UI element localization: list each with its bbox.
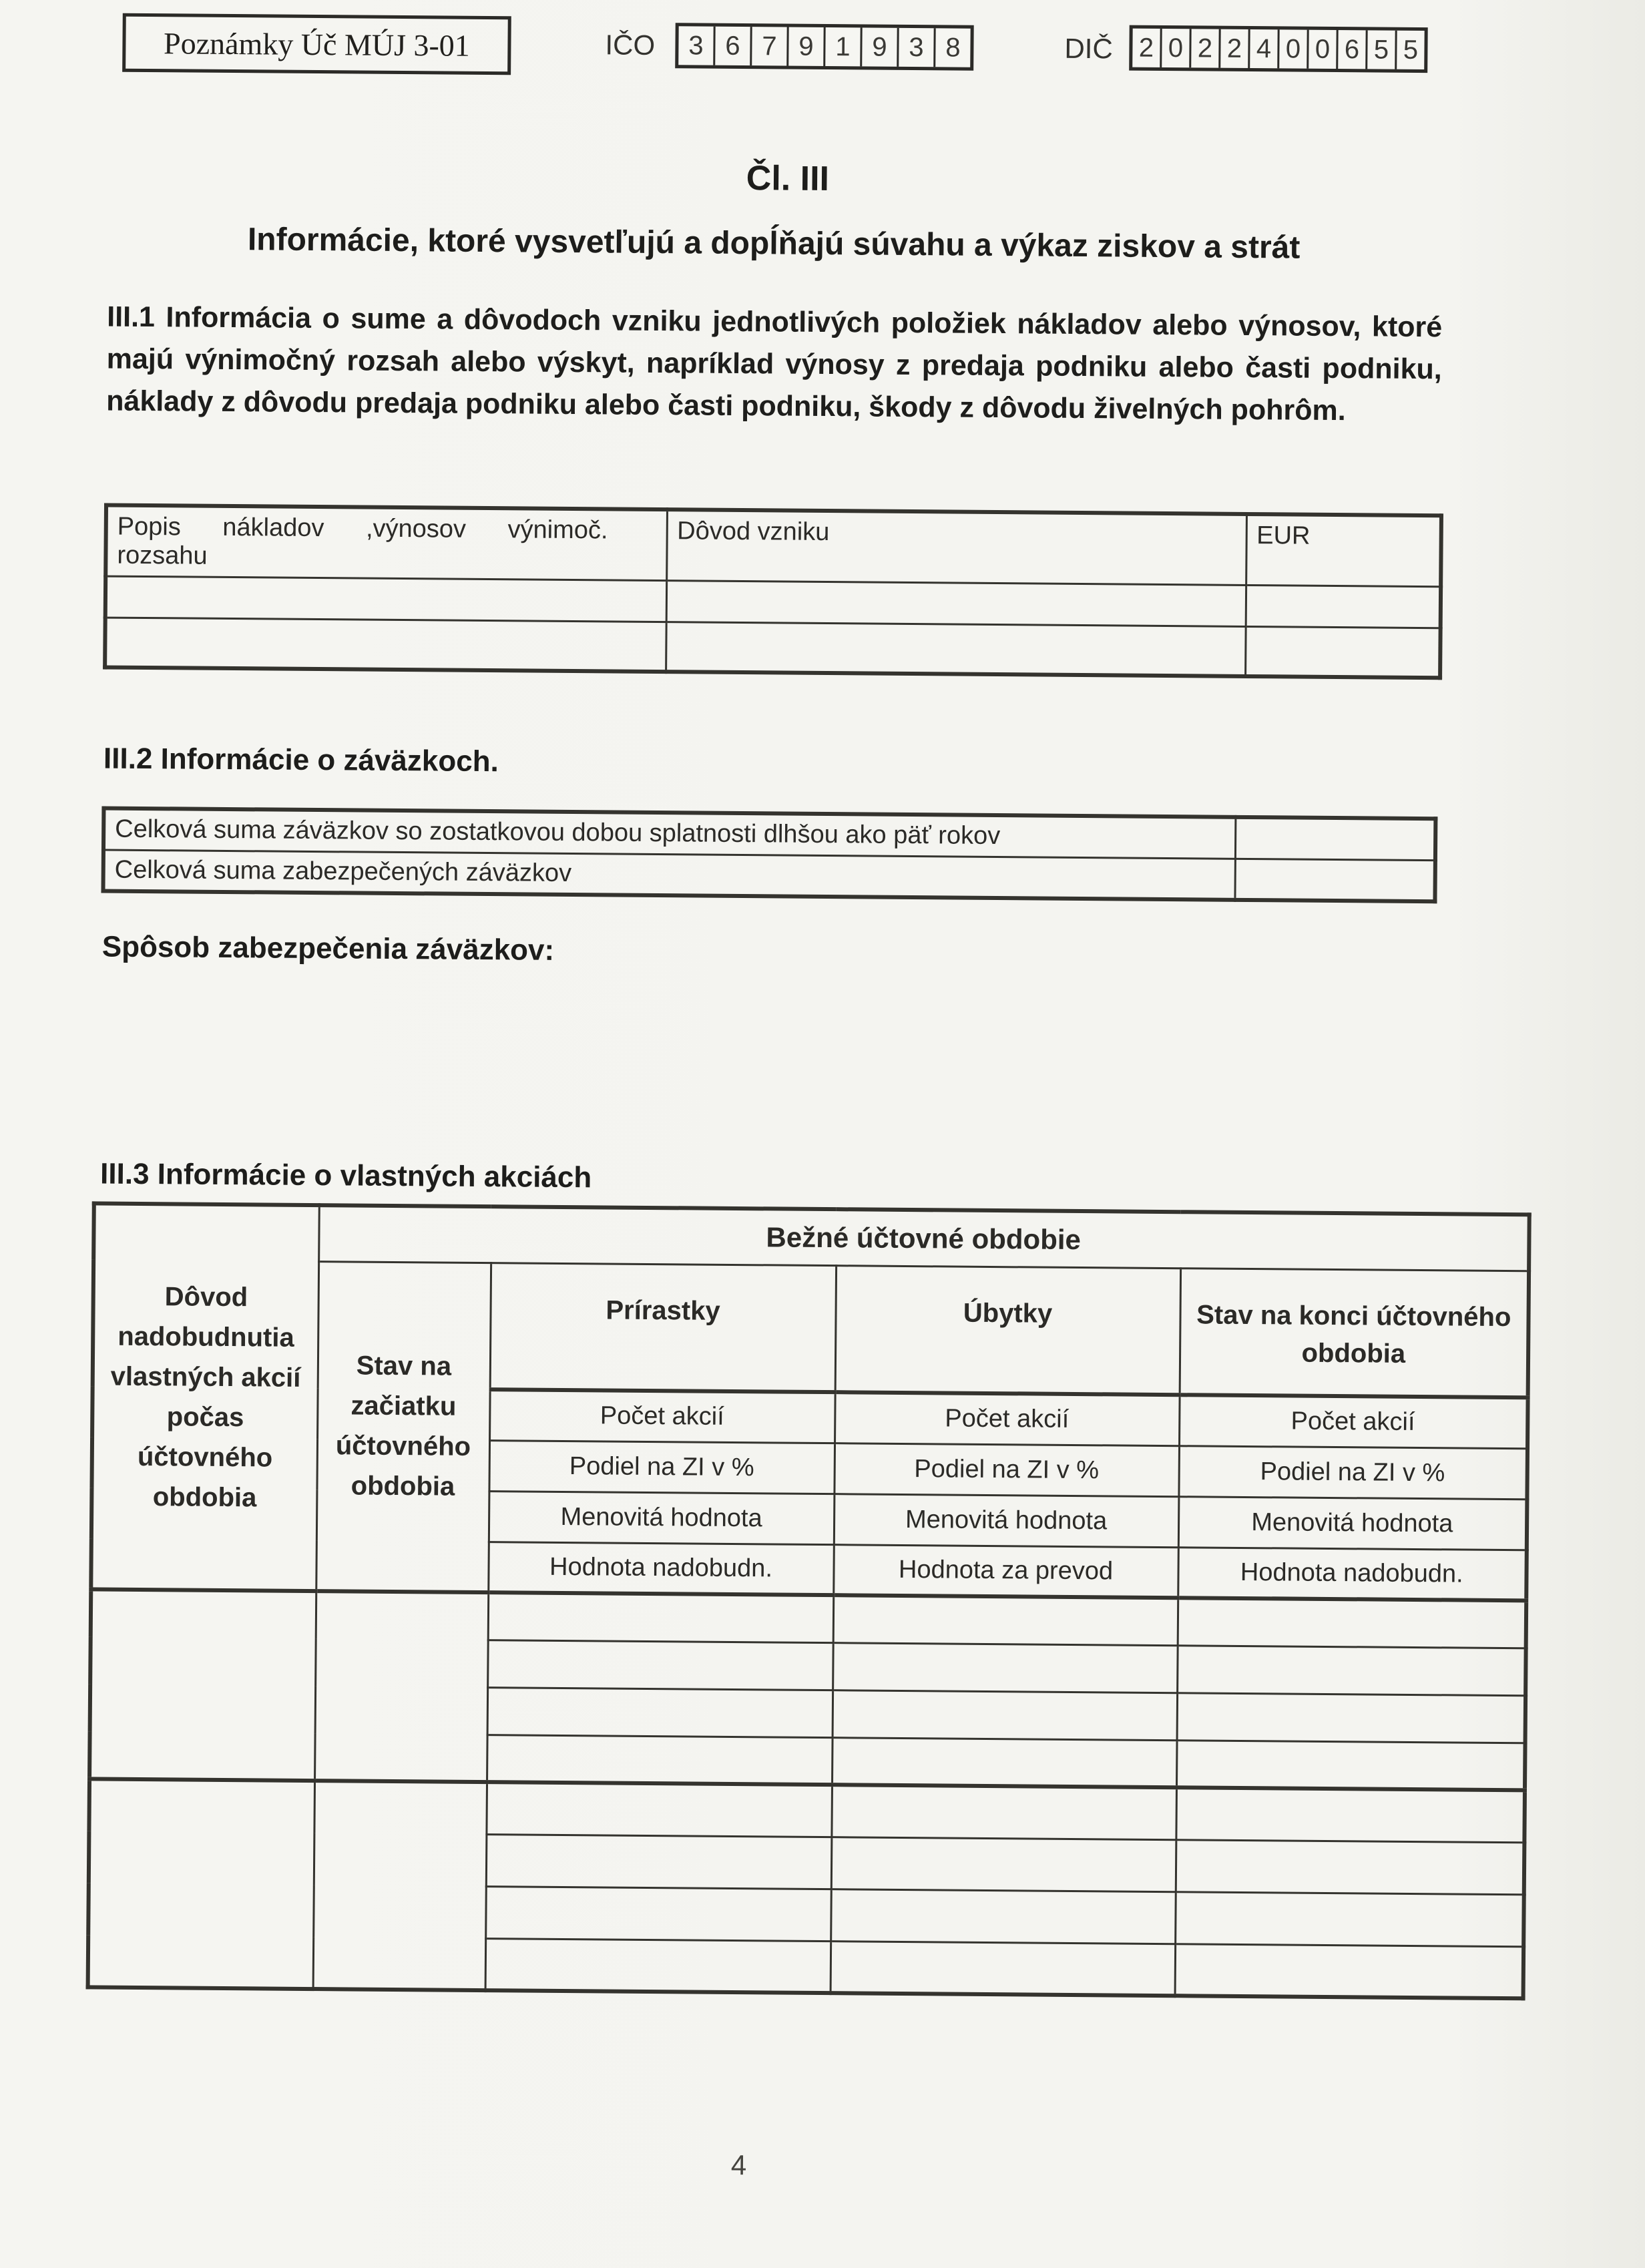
own-shares-empty-cell [485,1886,831,1941]
ico-digit-cell: 6 [713,27,750,65]
costs-empty-cell [1245,626,1441,677]
dic-digit-cell: 5 [1365,30,1395,69]
ico-digit-cell: 8 [933,28,970,67]
own-shares-empty-cell [1175,1944,1524,1998]
ico-digit-cell: 3 [688,30,704,61]
security-method-label: Spôsob zabezpečenia záväzkov: [101,930,555,967]
dic-digit-cell: 0 [1277,29,1307,68]
article-subtitle: Informácie, ktoré vysvetľujú a dopĺňajú súvahu a výkaz ziskov a strát [247,222,1301,266]
own-shares-subheader: Hodnota nadobudn. [1178,1547,1527,1600]
dic-digit-cell: 2 [1138,33,1154,63]
dic-digit-cell: 0 [1307,30,1336,69]
costs-table-header-popis-text: Popis nákladov ,výnosov výnimoč. rozsahu [117,512,608,570]
own-shares-header-prirastky: Prírastky [490,1263,836,1392]
own-shares-subheader: Podiel na ZI v % [489,1440,835,1494]
own-shares-empty-cell [1177,1692,1526,1743]
own-shares-empty-cell [1176,1740,1525,1790]
own-shares-header-stav-na-konci: Stav na konci účtovného obdobia [1180,1268,1529,1397]
own-shares-empty-cell [1176,1839,1525,1894]
costs-table-header-eur: EUR [1246,514,1441,587]
own-shares-empty-cell [487,1687,833,1737]
own-shares-empty-cell [833,1642,1178,1692]
ico-digit-cell: 7 [750,27,786,65]
own-shares-subheader: Počet akcií [1179,1395,1528,1448]
own-shares-empty-cell [831,1785,1176,1839]
section-3-1-paragraph: III.1 Informácia o sume a dôvodoch vzniku jednotlivých položiek nákladov alebo výnosov, ktoré majú výnimočný rozsah alebo výskyt, napríklad výnosy z predaja podniku alebo časti podniku, náklady z dôvodu predaja podniku alebo časti podniku, škody z dôvodu živelných pohrôm. [106,300,1443,427]
own-shares-empty-cell [313,1781,487,1990]
ico-digit-cell: 3 [897,28,933,67]
own-shares-empty-cell [488,1592,834,1642]
own-shares-empty-cell [832,1737,1177,1787]
ico-digit-cell: 9 [786,27,823,66]
own-shares-table [86,1201,1532,2000]
own-shares-subheader: Podiel na ZI v % [834,1443,1179,1496]
liability-value-cell [1235,817,1435,860]
ico-digit-boxes [675,23,974,71]
own-shares-empty-cell [314,1591,488,1782]
own-shares-col2-header: Stav na začiatku účtovného obdobia [316,1261,491,1592]
own-shares-empty-cell [1177,1645,1526,1695]
costs-table-header-popis [105,505,667,581]
own-shares-empty-cell [486,1782,832,1837]
own-shares-empty-cell [831,1889,1176,1944]
own-shares-header-ubytky: Úbytky [835,1265,1180,1395]
costs-table-header-dovod: Dôvod vzniku [666,509,1246,585]
form-code-label: Poznámky Úč MÚJ 3-01 [163,25,471,63]
ico-label: IČO [605,29,656,61]
own-shares-subheader: Menovitá hodnota [489,1491,835,1544]
own-shares-period-header: Bežné účtovné obdobie [318,1205,1530,1271]
own-shares-empty-cell [88,1779,314,1989]
costs-empty-cell [105,618,666,672]
own-shares-subheader: Počet akcií [835,1392,1180,1445]
own-shares-subheader: Podiel na ZI v % [1178,1445,1528,1499]
own-shares-empty-cell [89,1589,316,1781]
liability-row-label: Celková suma zabezpečených záväzkov [103,850,1234,900]
dic-digit-cell: 0 [1160,29,1189,67]
liability-row-label: Celková suma záväzkov so zostatkovou dobou splatnosti dlhšou ako päť rokov [103,809,1235,859]
dic-digit-cell: 5 [1395,31,1424,69]
dic-digit-boxes [1129,25,1428,73]
article-title: Čl. III [746,159,830,199]
own-shares-empty-cell [487,1735,833,1785]
dic-label: DIČ [1064,32,1113,65]
dic-digit-cell: 4 [1248,29,1277,68]
own-shares-empty-cell [486,1834,832,1889]
ico-digit-cell: 1 [823,27,860,66]
own-shares-empty-cell [831,1837,1176,1891]
costs-empty-cell [666,581,1246,627]
own-shares-subheader: Hodnota nadobudn. [488,1542,834,1595]
liability-value-cell [1234,859,1435,901]
dic-digit-cell: 2 [1189,29,1218,67]
own-shares-empty-cell [833,1595,1178,1645]
liabilities-table [101,807,1437,904]
costs-empty-cell [105,576,666,622]
own-shares-subheader: Menovitá hodnota [834,1494,1179,1547]
costs-revenues-table [103,503,1443,680]
own-shares-empty-cell [833,1690,1178,1740]
own-shares-empty-cell [1175,1891,1524,1946]
own-shares-subheader: Menovitá hodnota [1178,1496,1528,1550]
costs-empty-cell [1246,585,1441,628]
section-3-2-heading: III.2 Informácie o záväzkoch. [103,742,499,778]
own-shares-subheader: Hodnota za prevod [833,1544,1178,1598]
section-3-3-heading: III.3 Informácie o vlastných akciách [99,1157,592,1194]
own-shares-empty-cell [485,1938,831,1993]
dic-digit-cell: 2 [1218,29,1248,68]
own-shares-empty-cell [1178,1598,1527,1648]
ico-digit-cell: 9 [860,27,897,66]
costs-empty-cell [666,622,1246,676]
own-shares-empty-cell [487,1640,833,1690]
form-code-box [122,13,511,75]
own-shares-empty-cell [1176,1787,1525,1842]
dic-digit-cell: 6 [1336,30,1365,69]
own-shares-col1-header: Dôvod nadobudnutia vlastných akcií počas účtovného obdobia [91,1203,319,1591]
own-shares-empty-cell [831,1941,1176,1996]
own-shares-subheader: Počet akcií [489,1389,835,1443]
page-number: 4 [730,2148,747,2181]
